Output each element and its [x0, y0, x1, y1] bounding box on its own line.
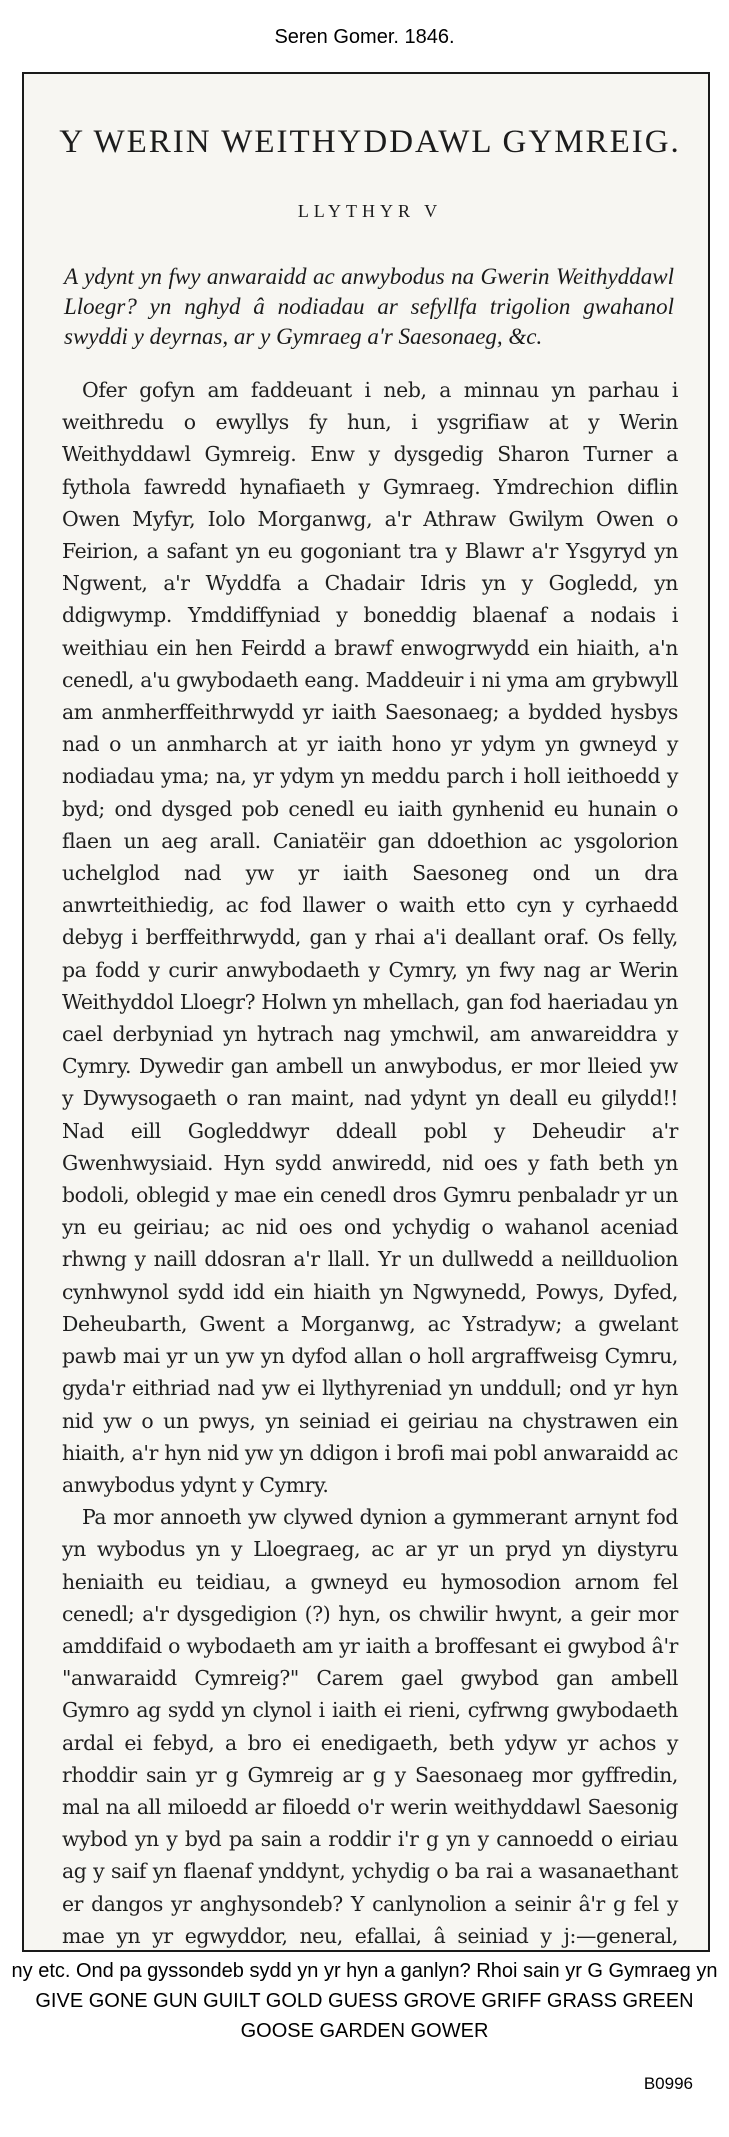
- letter-number: LLYTHYR V: [297, 201, 443, 221]
- body-paragraph-1: Ofer gofyn am faddeuant i neb, a minnau yn parhau i weithredu o ewyllys fy hun, i ysgrifiaw at y Werin Weithyddawl Gymreig. Enw y dysgedig Sharon Turner a fythola fawredd hynafiaeth y Gymraeg. Ymdrechion diflin Owen Myfyr, Iolo Morganwg, a'r Athraw Gwilym Owen o Feirion, a safant yn eu gogoniant tra y Blawr a'r Ysgyryd yn Ngwent, a'r Wyddfa a Chadair Idris yn y Gogledd, yn ddigwymp. Ymddiffyniad y boneddig blaenaf a nodais i weithiau ein hen Feirdd a brawf enwogrwydd ein hiaith, a'n cenedl, a'u gwybodaeth eang. Maddeuir i ni yma am grybwyll am anmherffeithrwydd yr iaith Saesonaeg; a bydded hysbys nad o un anmharch at yr iaith hono yr ydym yn gwneyd y nodiadau yma; na, yr ydym yn meddu parch i holl ieithoedd y byd; ond dysged pob cenedl eu iaith gynhenid eu hunain o flaen un aeg arall. Caniatëir gan ddoethion ac ysgolorion uchelglod nad yw yr iaith Saesoneg ond un dra anwrteithiedig, ac fod llawer o waith etto cyn y cyrhaedd debyg i berffeithrwydd, gan y rhai a'i deallant oraf. Os felly, pa fodd y curir anwybodaeth y Cymry, yn fwy nag ar Werin Weithyddol Lloegr? Holwn yn mhellach, gan fod haeriadau yn cael derbyniad yn hytrach nag ymchwil, am anwareiddra y Cymry. Dywedir gan ambell un anwybodus, er mor lleied yw y Dywysogaeth o ran maint, nad ydynt yn deall eu gilydd!! Nad eill Gogleddwyr ddeall pobl y Deheudir a'r Gwenhwysiaid. Hyn sydd anwiredd, nid oes y fath beth yn bodoli, oblegid y mae ein cenedl dros Gymru penbaladr yr un yn eu geiriau; ac nid oes ond ychydig o wahanol aceniad rhwng y naill ddosran a'r llall. Yr un dullwedd a neillduolion cynhwynol sydd idd ein hiaith yn Ngwynedd, Powys, Dyfed, Deheubarth, Gwent a Morganwg, ac Ystradyw; a gwelant pawb mai yr un yw yn dyfod allan o holl argraffweisg Cymru, gyda'r eithriad nad yw ei llythyreniad yn unddull; ond yr hyn nid yw o un pwys, yn seiniad ei geiriau na chystrawen ein hiaith, a'r hyn nid yw yn ddigon i brofi mai pobl anwaraidd ac anwybodus ydynt y Cymry.: [62, 378, 678, 1497]
- catalogue-code: B0996: [643, 2074, 693, 2093]
- source-caption: Seren Gomer. 1846.: [274, 26, 455, 48]
- transcription-caption: ny etc. Ond pa gyssondeb sydd yn yr hyn a ganlyn? Rhoi sain yr G Gymraeg yn GIVE GONE GUN GUILT GOLD GUESS GROVE GRIFF GRASS GREEN GOOSE GARDEN GOWER: [11, 1960, 718, 2042]
- article-summary: A ydynt yn fwy anwaraidd ac anwybodus na Gwerin Weithyddawl Lloegr? yn nghyd â nodiadau ar sefyllfa trigolion gwahanol swyddi y deyrnas, ar y Gymraeg a'r Saesonaeg, &c.: [64, 264, 674, 349]
- body-paragraph-2: Pa mor annoeth yw clywed dynion a gymmerant arnynt fod yn wybodus yn y Lloegraeg, ac ar yr un pryd yn diystyru heniaith eu teidiau, a gwneyd eu hymosodion arnom fel cenedl; a'r dysgedigion (?) hyn, os chwilir hwynt, a geir mor amddifaid o wybodaeth am yr iaith a broffesant ei gwybod â'r "anwaraidd Cymreig?" Carem gael gwybod gan ambell Gymro ag sydd yn clynol i iaith ei rieni, cyfrwng gwybodaeth ardal ei febyd, a bro ei enedigaeth, beth ydyw yr achos y rhoddir sain yr g Gymreig ar g y Saesonaeg mor gyffredin, mal na all miloedd ar filoedd o'r werin weithyddawl Saesonig wybod yn y byd pa sain a roddir i'r g yn y cannoedd o eiriau ag y saif yn flaenaf ynddynt, ychydig o ba rai a wasanaethant er dangos yr anghysondeb? Y canlynolion a seinir â'r g fel y mae yn yr egwyddor, neu, efallai, â seiniad y j:—general,: [62, 1505, 678, 1948]
- article-heading: Y WERIN WEITHYDDAWL GYMREIG.: [59, 124, 681, 160]
- newspaper-scan: [22, 72, 710, 1952]
- article: [24, 74, 708, 1952]
